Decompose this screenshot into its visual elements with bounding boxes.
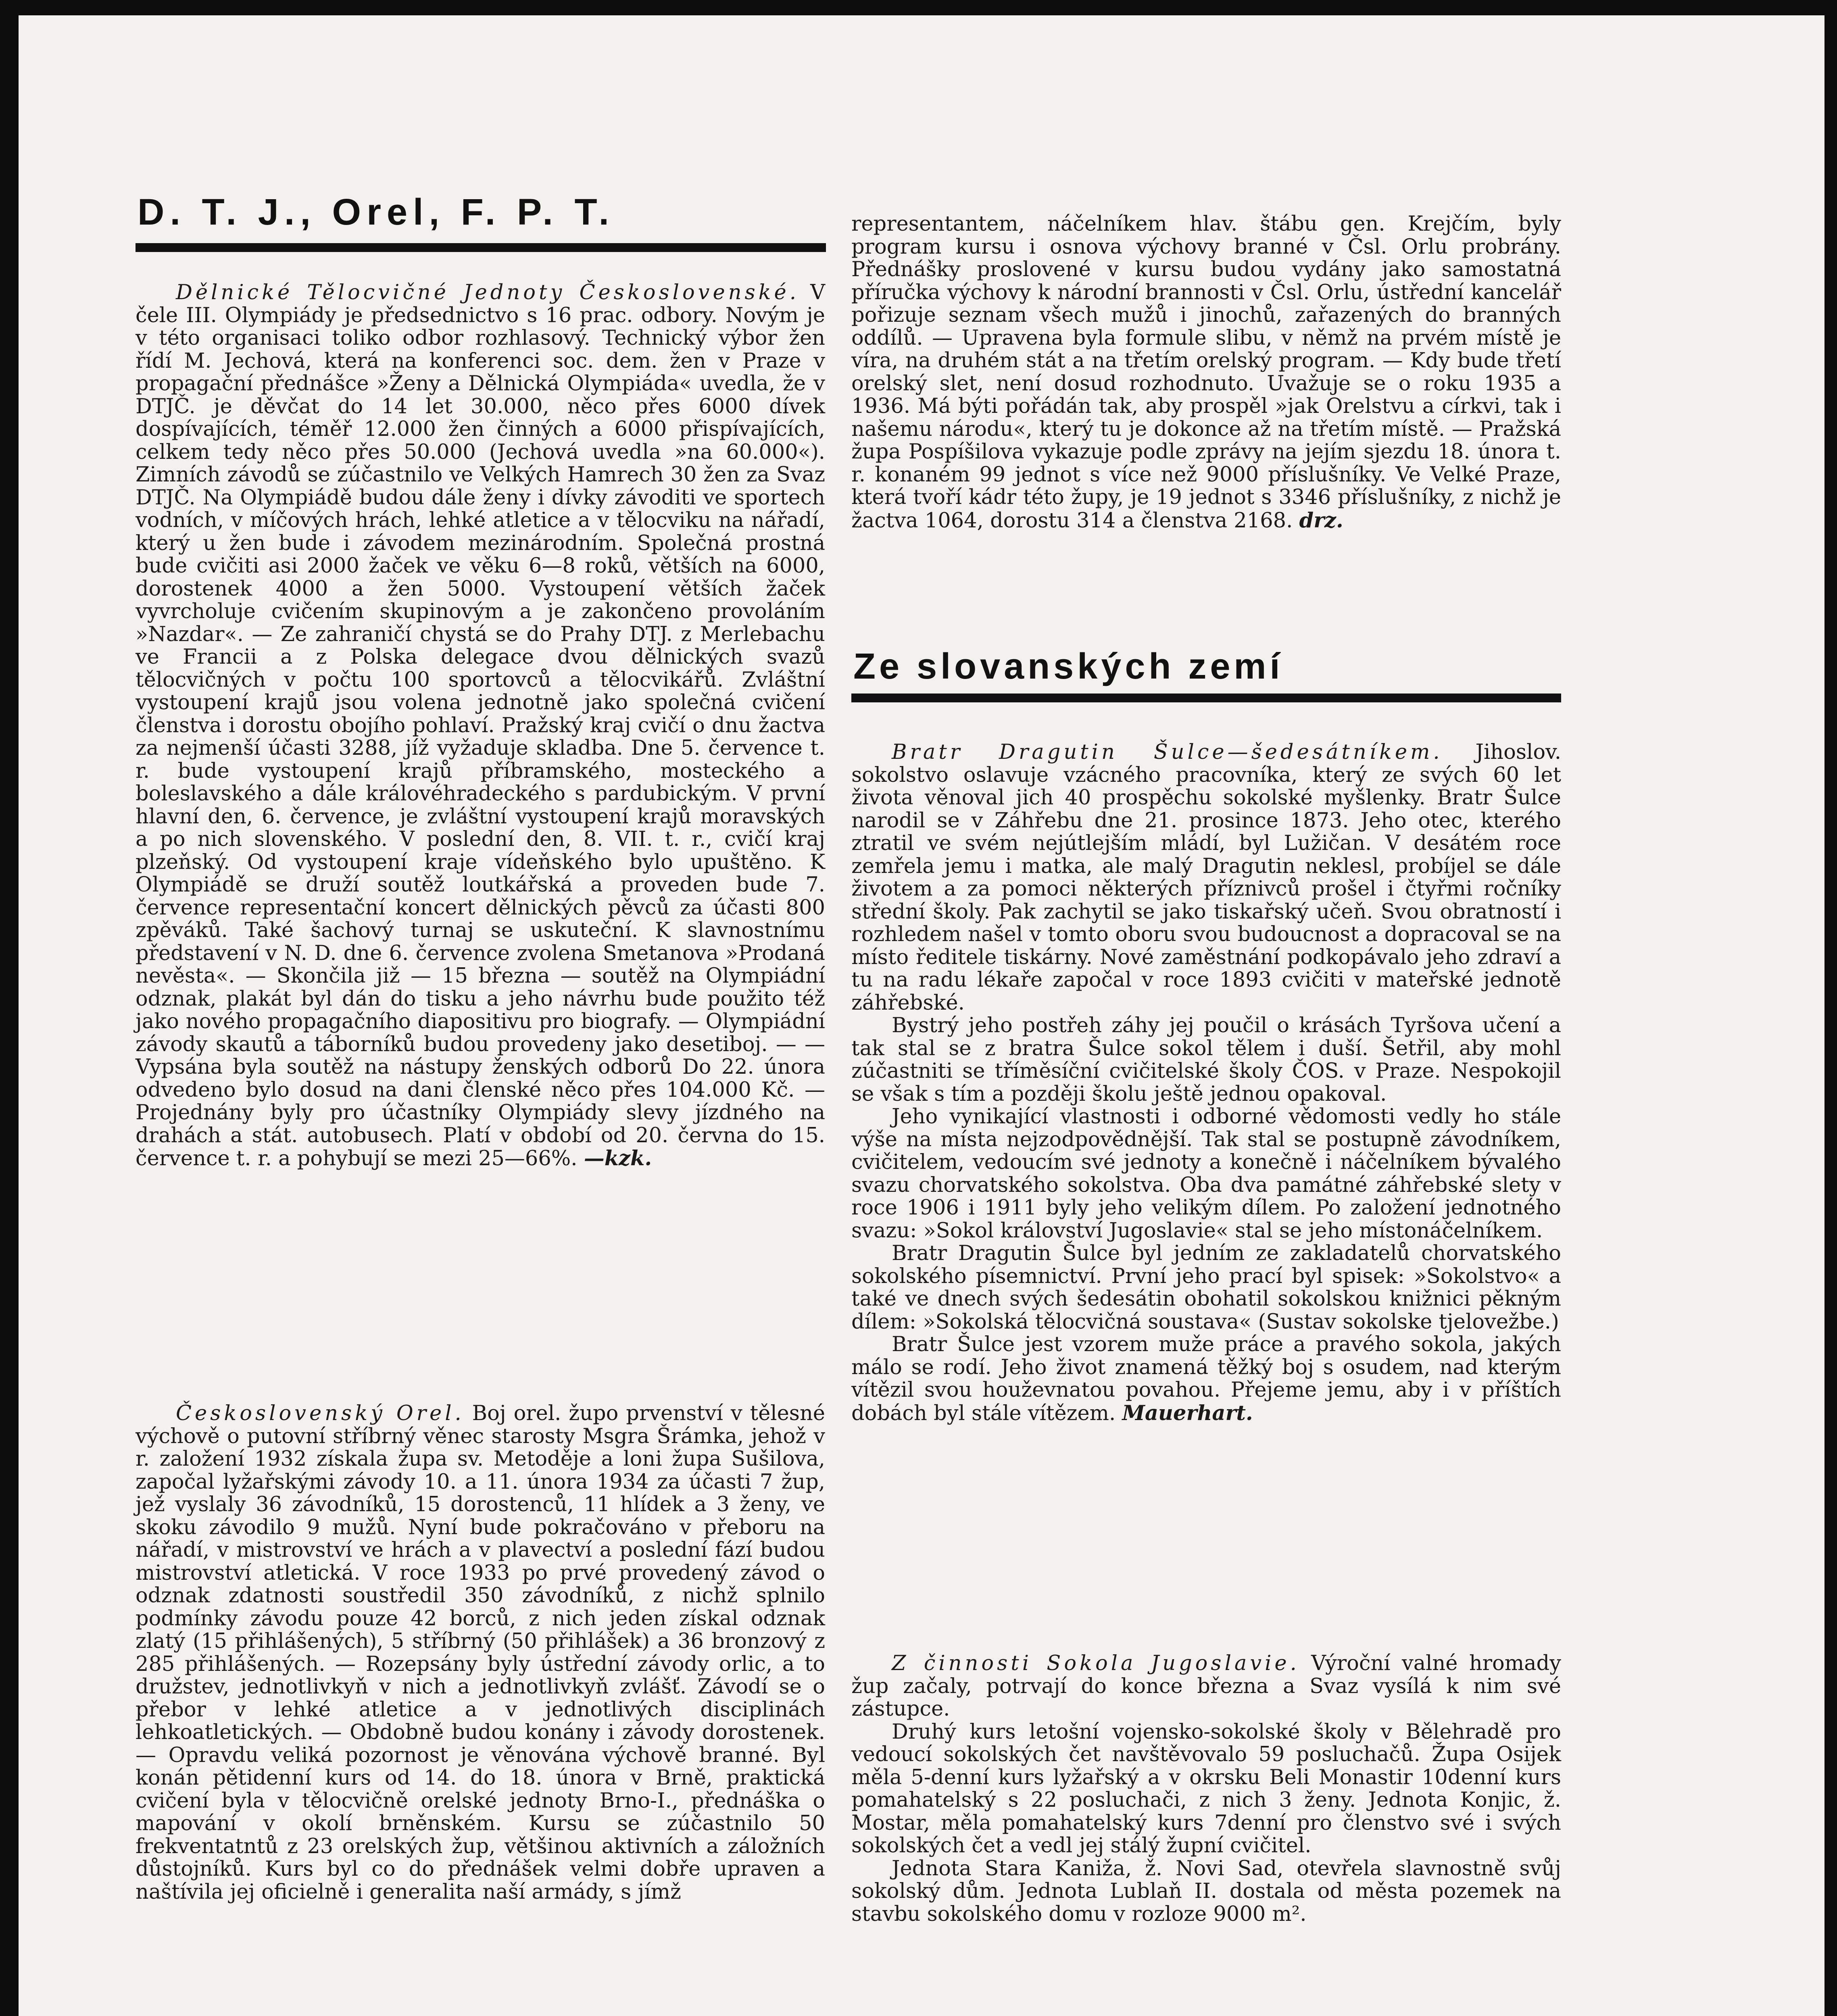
article-jug-lead: Z činnosti Sokola Jugoslavie. bbox=[892, 1652, 1300, 1675]
article-orel-signature: drz. bbox=[1299, 508, 1343, 533]
section-heading-dtj-orel-fpt: D. T. J., Orel, F. P. T. bbox=[138, 192, 615, 233]
article-orel-continuation bbox=[851, 213, 1561, 532]
article-dtj bbox=[136, 281, 825, 1170]
article-dtj-signature: —kzk. bbox=[584, 1146, 652, 1170]
article-sulce-p5: Bratr Šulce jest vzorem muže práce a pravého sokola, jakých málo se rodí. Jeho život znamená těžký boj s osudem, nad kterým vítězil svou houževnatou povahou. Přejeme jemu, aby i v příštích dobách byl stále vítězem. bbox=[851, 1333, 1561, 1425]
article-jug-p1: Výroční valné hromady žup začaly, potrvají do konce března a Svaz vysílá k nim své zástupce. bbox=[851, 1652, 1561, 1721]
article-sulce-paragraph-5 bbox=[851, 1333, 1561, 1425]
article-jug-paragraph-2: Druhý kurs letošní vojensko-sokolské školy v Bělehradě pro vedoucí sokolských čet navštěvovalo 59 posluchačů. Župa Osijek měla 5-denní kurs lyžařský a v okrsku Beli Monastir 10denní kurs pomahatelský s 22 posluchači, z nich 3 ženy. Jednota Konjic, ž. Mostar, měla pomahatelský kurs 7denní pro členstvo své i svých sokolských čet a vedl jej stálý župní cvičitel. bbox=[851, 1720, 1561, 1858]
article-orel bbox=[136, 1402, 825, 1904]
article-sulce-signature: Mauerhart. bbox=[1122, 1401, 1253, 1425]
article-dtj-body: V čele III. Olympiády je předsednictvo s 16 prac. odbory. Novým je v této organisaci toliko odbor rozhlasový. Technický výbor žen řídí M. Jechová, která na konferenci soc. dem. žen v Praze v propagační přednášce »Ženy a Dělnická Olympiáda« uvedla, že v DTJČ. je děvčat do 14 let 30.000, něco přes 6000 dívek dospívajících, téměř 12.000 žen činných a 6000 přispívajících, celkem tedy něco přes 50.000 (Jechová uvedla »na 60.000«). Zimních závodů se zúčastnilo ve Velkých Hamrech 30 žen za Svaz DTJČ. Na Olympiádě budou dále ženy i dívky závoditi ve sportech vodních, v míčových hrách, lehké atletice a v tělocviku na nářadí, který u žen bude i závodem mezinárodním. Společná prostná bude cvičiti asi 2000 žaček ve věku 6—8 roků, větších na 6000, dorostenek 4000 a žen 5000. Vystoupení větších žaček vyvrcholuje cvičením skupinovým a je zakončeno provoláním »Nazdar«. — Ze zahraničí chystá se do Prahy DTJ. z Merlebachu ve Francii a z Polska delegace dvou dělnických svazů tělocvičných v počtu 100 sportovců a tělocvikářů. Zvláštní vystoupení krajů jsou volena jednotně jako společná cvičení členstva i dorostu obojího pohlaví. Pražský kraj cvičí o dnu žactva za nejmenší účasti 3288, jíž vyžaduje skladba. Dne 5. července t. r. bude vystoupení krajů příbramského, mosteckého a boleslavského a dále královéhradeckého s pardubickým. V první hlavní den, 6. července, je zvláštní vystoupení krajů moravských a po nich slovenského. V poslední den, 8. VII. t. r., cvičí kraj plzeňský. Od vystoupení kraje vídeňského bylo upuštěno. K Olympiádě se druží soutěž loutkářská a proveden bude 7. července representační koncert dělnických pěvců za účasti 800 zpěváků. Také šachový turnaj se uskuteční. K slavnostnímu představení v N. D. dne 6. července zvolena Smetanova »Prodaná nevěsta«. — Skončila již — 15 března — soutěž na Olympiádní odznak, plakát byl dán do tisku a jeho návrhu bude použito též jako nového propagačního diapositivu pro biografy. — Olympiádní závody skautů a táborníků budou provedeny jako desetiboj. — — Vypsána byla soutěž na nástupy ženských odborů Do 22. února odvedeno bylo dosud na dani členské něco přes 104.000 Kč. — Projednány byly pro účastníky Olympiády slevy jízdného na drahách a stát. autobusech. Platí v období od 20. června do 15. července t. r. a pohybují se mezi 25—66%. bbox=[136, 281, 826, 1170]
article-orel-cont-body: representantem, náčelníkem hlav. štábu gen. Krejčím, byly program kursu i osnova výchovy branné v Čsl. Orlu probrány. Přednášky proslovené v kursu budou vydány jako samostatná příručka výchovy k národní brannosti v Čsl. Orlu, ústřední kancelář pořizuje seznam všech mužů i jinochů, zařazených do branných oddílů. — Upravena byla formule slibu, v němž na prvém místě je víra, na druhém stát a na třetím orelský program. — Kdy bude třetí orelský slet, není dosud rozhodnuto. Uvažuje se o roku 1935 a 1936. Má býti pořádán tak, aby prospěl »jak Orelstvu a církvi, tak i našemu národu«, který tu je dokonce až na třetím místě. — Pražská župa Pospíšilova vykazuje podle zprávy na jejím sjezdu 18. února t. r. konaném 99 jednot s více než 9000 příslušníky. Ve Velké Praze, která tvoří kádr této župy, je 19 jednot s 3346 příslušníky, z nichž je žactva 1064, dorostu 314 a členstva 2168. bbox=[851, 212, 1561, 533]
article-sulce-p1: Jihoslov. sokolstvo oslavuje vzácného pracovníka, který ze svých 60 let života věnoval jich 40 prospěchu sokolské myšlenky. Bratr Šulce narodil se v Záhřebu dne 21. prosince 1873. Jeho otec, kterého ztratil ve svém nejútlejším mládí, byl Lužičan. V desátém roce zemřela jemu i matka, ale malý Dragutin neklesl, probíjel se dále životem a za pomoci některých příznivců prošel i čtyřmi ročníky střední školy. Pak zachytil se jako tiskařský učeň. Svou obratností i rozhledem našel v tomto oboru svou budoucnost a dopracoval se na místo ředitele tiskárny. Nové zaměstnání podkopávalo jeho zdraví a tu na radu lékaře započal v roce 1893 cvičiti v mateřské jednotě záhřebské. bbox=[851, 740, 1561, 1015]
article-orel-continuation-paragraph bbox=[851, 213, 1561, 532]
article-sulce-paragraph-2: Bystrý jeho postřeh záhy jej poučil o krásách Tyršova učení a tak stal se z bratra Šulce sokol tělem i duší. Šetřil, aby mohl zúčastniti se tříměsíční cvičitelské školy ČOS. v Praze. Nespokojil se však s tím a později školu ještě jednou opakoval. bbox=[851, 1014, 1561, 1106]
article-orel-paragraph bbox=[136, 1402, 825, 1904]
article-dtj-paragraph bbox=[136, 281, 825, 1170]
article-sulce-paragraph-3: Jeho vynikající vlastnosti i odborné vědomosti vedly ho stále výše na místa nejzodpovědnější. Tak stal se postupně závodníkem, cvičitelem, vedoucím své jednoty a konečně i náčelníkem bývalého svazu chorvatského sokolstva. Oba dva památné záhřebské slety v roce 1906 i 1911 byly jeho velikým dílem. Po založení jednotného svazu: »Sokol království Jugoslavie« stal se jeho místonáčelníkem. bbox=[851, 1105, 1561, 1243]
article-sulce-lead: Bratr Dragutin Šulce—šedesátníkem. bbox=[892, 740, 1443, 764]
heading-rule-right bbox=[851, 694, 1561, 702]
article-sulce-paragraph-4: Bratr Dragutin Šulce byl jedním ze zakladatelů chorvatského sokolského písemnictví. První jeho prací byl spisek: »Sokolstvo« a také ve dnech svých šedesátin obohatil sokolskou knižnici pěkným dílem: »Sokolská tělocvičná soustava« (Sustav sokolske tjelovežbe.) bbox=[851, 1241, 1561, 1334]
article-sulce-paragraph-1 bbox=[851, 741, 1561, 1014]
article-dtj-lead: Dělnické Tělocvičné Jednoty Československé. bbox=[176, 281, 799, 304]
heading-rule-left bbox=[136, 243, 826, 252]
article-sokol-yugoslavia bbox=[851, 1652, 1561, 1926]
section-heading-slavic-lands: Ze slovanských zemí bbox=[853, 646, 1284, 687]
article-jug-paragraph-1 bbox=[851, 1652, 1561, 1721]
article-orel-body: Boj orel. župo prvenství v tělesné výchově o putovní stříbrný věnec starosty Msgra Šrámka, jehož v r. založení 1932 získala župa sv. Metoděje a loni župa Sušilova, započal lyžařskými závody 10. a 11. února 1934 za účasti 7 žup, jež vyslaly 36 závodníků, 15 dorostenců, 11 hlídek a 3 ženy, ve skoku závodilo 9 mužů. Nyní bude pokračováno v přeboru na nářadí, v mistrovství ve hrách a v plavectví a poslední fází budou mistrovství atletická. V roce 1933 po prvé provedený závod o odznak zdatnosti soustředil 350 závodníků, z nichž splnilo podmínky závodu pouze 42 borců, z nich jeden získal odznak zlatý (15 přihlášených), 5 stříbrný (50 přihlášek) a 36 bronzový z 285 přihlášených. — Rozepsány byly ústřední závody orlic, a to družstev, jednotlivkyň v nich a jednotlivkyň zvlášť. Závodí se o přebor v lehké atletice a v jednotlivých disciplinách lehkoatletických. — Obdobně budou konány i závody dorostenek. — Opravdu veliká pozornost je věnována výchově branné. Byl konán pětidenní kurs od 14. do 18. února v Brně, praktická cvičení byla v tělocvičně orelské jednoty Brno-I., přednáška o mapování v okolí brněnském. Kursu se zúčastnilo 50 frekventatntů z 23 orelských žup, většinou aktivních a záložních důstojníků. Kurs byl co do přednášek velmi dobře upraven a naštívila jej oficielně i generalita naší armády, s jímž bbox=[136, 1402, 825, 1904]
article-sulce bbox=[851, 741, 1561, 1425]
article-jug-paragraph-3: Jednota Stara Kaniža, ž. Novi Sad, otevřela slavnostně svůj sokolský dům. Jednota Lublaň II. dostala od města pozemek na stavbu sokolského domu v rozloze 9000 m². bbox=[851, 1856, 1561, 1926]
article-orel-lead: Československý Orel. bbox=[176, 1402, 465, 1425]
newspaper-page bbox=[19, 15, 1824, 2016]
